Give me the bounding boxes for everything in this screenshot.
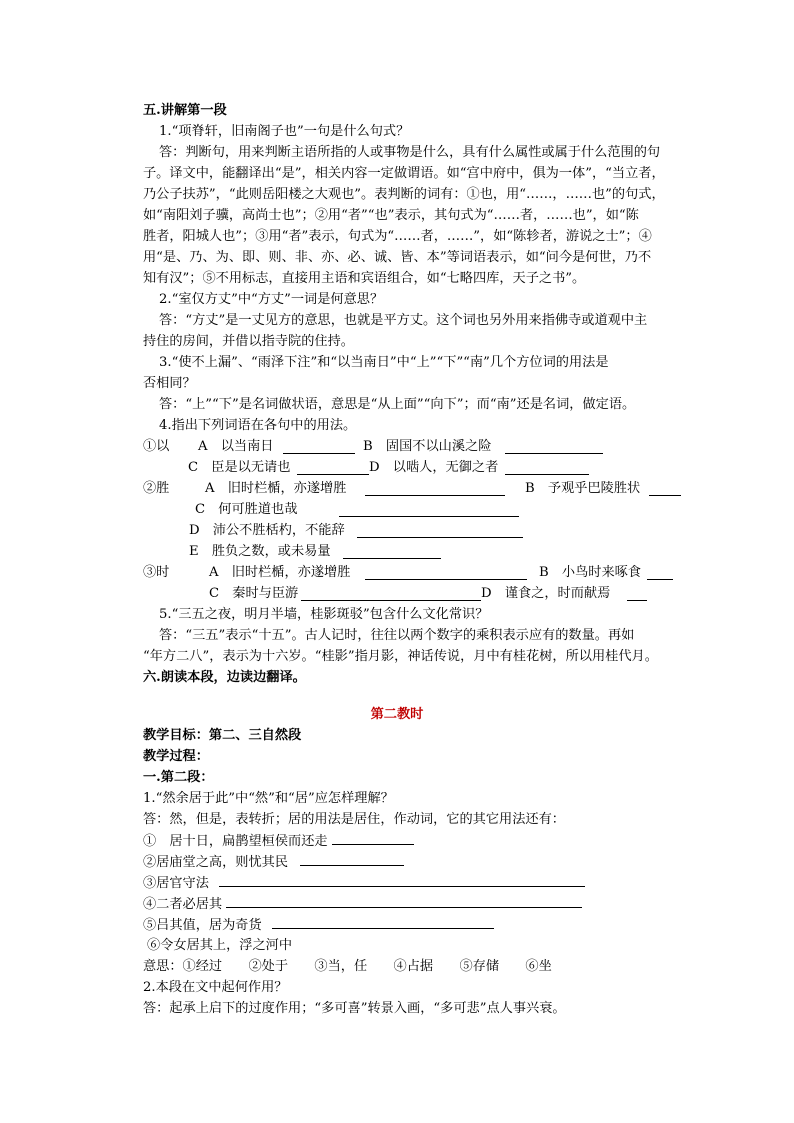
answer-blank-yi-a[interactable] — [283, 439, 355, 454]
answer-1-line-5: 胜者，阳城人也”；③用“者”表示，句式为“……者，……”，如“陈轸者，游说之士”；④ — [143, 229, 652, 244]
sentence-sheng-c: C 何可胜道也哉 — [195, 502, 298, 517]
answer-blank-shi-c[interactable] — [301, 586, 481, 601]
answer-blank-sheng-c[interactable] — [339, 502, 519, 517]
sentence-yi-c: C 臣是以无请也 — [188, 460, 291, 475]
usage-blank-1[interactable] — [332, 830, 414, 845]
lesson-2-title: 第二教时 — [370, 707, 424, 722]
word-label-shi: ③时 — [143, 565, 170, 580]
answer-5-line-1: 答：“三五”表示“十五”。古人记时，往往以两个数字的乘积表示应有的数量。再如 — [159, 628, 635, 643]
sentence-sheng-b: B 予观乎巴陵胜状 — [525, 481, 641, 496]
lesson2-answer-1: 答：然，但是，表转折；居的用法是居住，作动词，它的其它用法还有： — [143, 812, 565, 827]
sentence-shi-b: B 小鸟时来啄食 — [539, 565, 642, 580]
question-3-line-2: 否相同？ — [143, 376, 196, 391]
usage-item-3 — [143, 872, 683, 894]
usage-item-4-text: ④二者必居其 — [143, 897, 223, 912]
teaching-goal — [143, 725, 683, 746]
answer-1-line-3: 乃公子扶苏”，“此则岳阳楼之大观也”。表判断的词有：①也，用“……，……也”的句式， — [143, 187, 665, 202]
usage-meanings: 意思：①经过 ②处于 ③当，任 ④占据 ⑤存储 ⑥坐 — [143, 959, 552, 974]
question-2: 2.“室仅方丈”中“方丈”一词是何意思？ — [159, 292, 384, 307]
usage-blank-3[interactable] — [219, 872, 585, 887]
question-4: 4.指出下列词语在各句中的用法。 — [159, 418, 357, 433]
usage-item-1 — [143, 830, 683, 852]
sentence-shi-d: D 谨食之，时而献焉 — [481, 586, 611, 601]
sentence-shi-a: A 旧时栏楯，亦遂增胜 — [209, 565, 351, 580]
answer-blank-yi-d[interactable] — [505, 460, 589, 475]
sentence-yi-a: A 以当南日 — [198, 439, 274, 454]
usage-blank-5[interactable] — [272, 914, 494, 929]
answer-blank-shi-a[interactable] — [365, 565, 527, 580]
usage-item-2-text: ②居庙堂之高，则忧其民 — [143, 855, 289, 870]
part-1-title: 一.第二段： — [143, 770, 214, 785]
usage-item-5-text: ⑤吕其值，居为奇货 — [143, 918, 262, 933]
usage-item-3-text: ③居官守法 — [143, 876, 209, 891]
sentence-sheng-e: E 胜负之数，或未易量 — [189, 544, 331, 559]
answer-1-line-4: 如“南阳刘子骥，高尚士也”；②用“者”“也”表示，其句式为“……者，……也”，如“陈 — [143, 208, 639, 223]
answer-blank-sheng-d[interactable] — [357, 523, 523, 538]
section-title-5: 五.讲解第一段 — [143, 103, 227, 118]
answer-1-line-6: 用“是、乃、为、即、则、非、亦、必、诚、皆、本”等词语表示，如“问今是何世，乃不 — [143, 250, 652, 265]
section-title-6: 六.朗读本段，边读边翻译。 — [143, 670, 306, 685]
usage-item-6: ⑥令女居其上，浮之河中 — [147, 938, 293, 953]
answer-blank-yi-b[interactable] — [505, 439, 603, 454]
answer-1-line-7: 知有汉”；⑤不用标志，直接用主语和宾语组合，如“七略四库，天子之书”。 — [143, 271, 586, 286]
answer-blank-shi-b[interactable] — [647, 565, 673, 580]
answer-blank-sheng-a[interactable] — [365, 481, 505, 496]
sentence-yi-d: D 以啮人，无御之者 — [369, 460, 499, 475]
usage-item-1-text: ① 居十日，扁鹊望桓侯而还走 — [143, 834, 328, 849]
answer-3: 答：“上”“下”是名词做状语，意思是“从上面”“向下”；而“南”还是名词，做定语。 — [159, 397, 636, 412]
word-label-sheng: ②胜 — [143, 481, 170, 496]
sentence-yi-b: B 固国不以山溪之险 — [363, 439, 492, 454]
answer-2-line-1: 答：“方丈”是一丈见方的意思，也就是平方丈。这个词也另外用来指佛寺或道观中主 — [159, 313, 648, 328]
answer-1-line-2: 子。译文中，能翻译出“是”，相关内容一定做谓语。如“宫中府中，俱为一体”，“当立者， — [143, 166, 665, 181]
answer-blank-yi-c[interactable] — [297, 460, 369, 475]
sentence-sheng-a: A 旧时栏楯，亦遂增胜 — [205, 481, 347, 496]
usage-item-4 — [143, 893, 683, 915]
lesson2-answer-2: 答：起承上启下的过度作用；“多可喜”转景入画，“多可悲”点人事兴衰。 — [143, 1001, 566, 1016]
answer-1-line-1: 答：判断句，用来判断主语所指的人或事物是什么，具有什么属性或属于什么范围的句 — [159, 145, 661, 160]
answer-5-line-2: “年方二八”，表示为十六岁。“桂影”指月影，神话传说，月中有桂花树，所以用桂代月。 — [143, 649, 658, 664]
teaching-goal-text: 教学目标：第二、三自然段 — [143, 728, 302, 743]
word-label-yi: ①以 — [143, 439, 170, 454]
usage-item-5 — [143, 914, 683, 936]
usage-blank-4[interactable] — [226, 893, 582, 908]
question-1: 1.“项脊轩，旧南阁子也”一句是什么句式？ — [159, 124, 410, 139]
answer-2-line-2: 持住的房间，并借以指寺院的住持。 — [143, 334, 354, 349]
lesson2-question-1: 1.“然余居于此”中“然”和“居”应怎样理解？ — [143, 791, 394, 806]
teaching-process: 教学过程： — [143, 749, 209, 764]
usage-blank-2[interactable] — [300, 851, 404, 866]
answer-blank-shi-d[interactable] — [627, 586, 647, 601]
sentence-shi-c: C 秦时与臣游 — [209, 586, 299, 601]
sentence-sheng-d: D 沛公不胜栝杓，不能辞 — [189, 523, 345, 538]
answer-blank-sheng-b[interactable] — [649, 481, 681, 496]
usage-item-2 — [143, 851, 683, 873]
lesson2-question-2: 2.本段在文中起何作用？ — [143, 980, 288, 995]
question-3-line-1: 3.“使不上漏”、“雨泽下注”和“以当南日”中“上”“下”“南”几个方位词的用法是 — [159, 355, 609, 370]
question-5: 5.“三五之夜，明月半墙，桂影斑驳”包含什么文化常识？ — [159, 607, 489, 622]
answer-blank-sheng-e[interactable] — [343, 544, 441, 559]
